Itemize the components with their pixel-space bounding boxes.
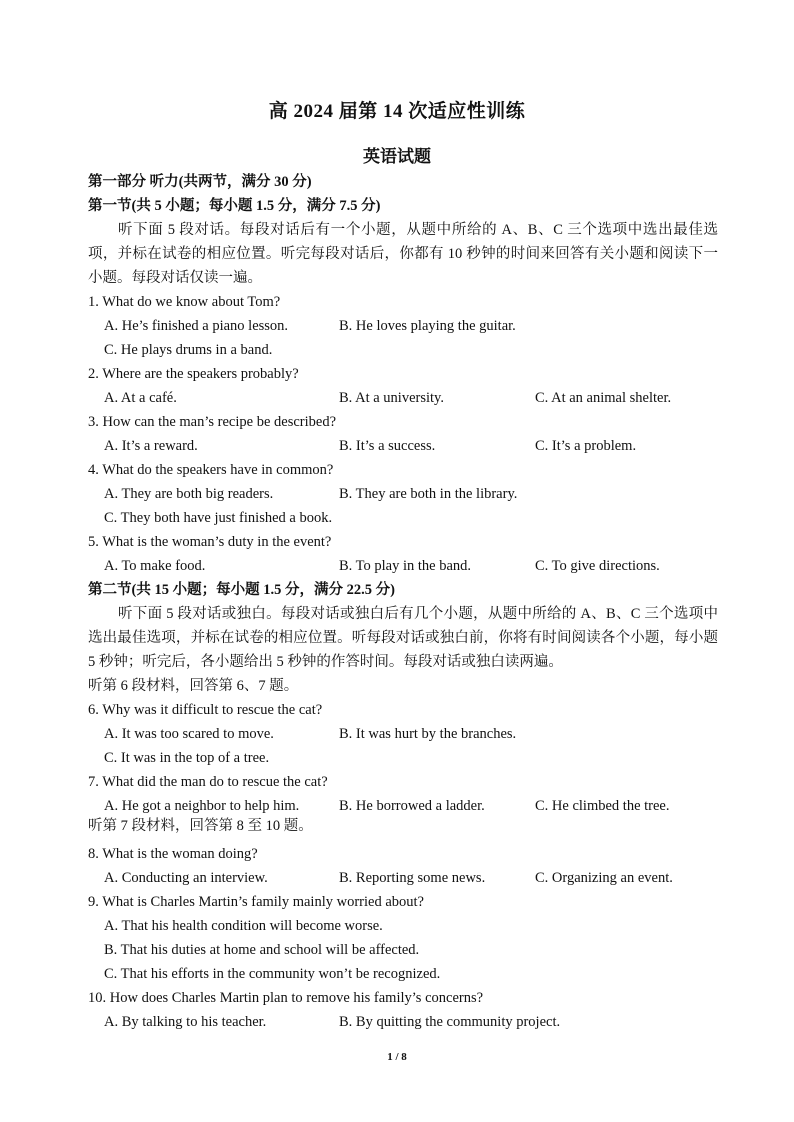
section-heading: 第二节(共 15 小题；每小题 1.5 分，满分 22.5 分) xyxy=(88,582,395,598)
material-note: 听第 6 段材料，回答第 6、7 题。 xyxy=(88,678,299,694)
option-a: A. It was too scared to move. xyxy=(104,726,274,742)
option-a: A. At a café. xyxy=(104,390,177,406)
option-a: A. He’s finished a piano lesson. xyxy=(104,318,289,334)
option-b: B. It’s a success. xyxy=(339,438,436,454)
option-b: B. To play in the band. xyxy=(339,558,472,574)
option-c: C. They both have just finished a book. xyxy=(104,510,333,526)
options-row xyxy=(88,386,718,410)
options-row xyxy=(88,938,718,962)
options-row xyxy=(88,554,718,578)
option-b: B. He borrowed a ladder. xyxy=(339,798,485,814)
part-heading: 第一部分 听力(共两节，满分 30 分) xyxy=(88,174,312,190)
options-row xyxy=(88,482,718,506)
question-text: 7. What did the man do to rescue the cat? xyxy=(88,774,328,790)
question-text: 1. What do we know about Tom? xyxy=(88,294,281,310)
question-text: 10. How does Charles Martin plan to remove his family’s concerns? xyxy=(88,990,484,1006)
option-c: C. That his efforts in the community won’t be recognized. xyxy=(104,966,441,982)
options-row xyxy=(88,962,718,986)
question-text: 6. Why was it difficult to rescue the cat? xyxy=(88,702,323,718)
question-text: 4. What do the speakers have in common? xyxy=(88,462,334,478)
option-a: A. That his health condition will become worse. xyxy=(104,918,383,934)
question-text: 2. Where are the speakers probably? xyxy=(88,366,299,382)
section-instructions: 听下面 5 段对话或独白。每段对话或独白后有几个小题，从题中所给的 A、B、C 三个选项中选出最佳选项，并标在试卷的相应位置。听每段对话或独白前，你将有时间阅读各个小题，每小题 5 秒钟；听完后，各小题给出 5 秒钟的作答时间。每段对话或独白读两遍。 xyxy=(88,606,718,670)
option-b: B. That his duties at home and school will be affected. xyxy=(104,942,420,958)
page-number: 1 / 8 xyxy=(387,1051,407,1063)
option-a: A. To make food. xyxy=(104,558,206,574)
option-c: C. It’s a problem. xyxy=(535,438,637,454)
options-row xyxy=(88,722,718,746)
question-text: 5. What is the woman’s duty in the event? xyxy=(88,534,332,550)
options-row xyxy=(88,506,718,530)
question-text: 9. What is Charles Martin’s family mainly worried about? xyxy=(88,894,424,910)
option-b: B. It was hurt by the branches. xyxy=(339,726,517,742)
option-c: C. To give directions. xyxy=(535,558,660,574)
option-a: A. Conducting an interview. xyxy=(104,870,268,886)
option-c: C. At an animal shelter. xyxy=(535,390,672,406)
question-text: 8. What is the woman doing? xyxy=(88,846,258,862)
option-c: C. It was in the top of a tree. xyxy=(104,750,270,766)
options-row xyxy=(88,914,718,938)
options-row xyxy=(88,746,718,770)
options-row xyxy=(88,1010,718,1034)
options-row xyxy=(88,314,718,338)
option-b: B. By quitting the community project. xyxy=(339,1014,561,1030)
option-a: A. By talking to his teacher. xyxy=(104,1014,267,1030)
option-a: A. He got a neighbor to help him. xyxy=(104,798,300,814)
options-row xyxy=(88,794,718,818)
material-note: 听第 7 段材料，回答第 8 至 10 题。 xyxy=(88,818,313,834)
section-heading: 第一节(共 5 小题；每小题 1.5 分，满分 7.5 分) xyxy=(88,198,381,214)
option-a: A. They are both big readers. xyxy=(104,486,274,502)
exam-title: 高 2024 届第 14 次适应性训练 xyxy=(268,101,526,122)
option-b: B. Reporting some news. xyxy=(339,870,486,886)
option-b: B. He loves playing the guitar. xyxy=(339,318,516,334)
exam-subtitle: 英语试题 xyxy=(363,147,431,166)
options-row xyxy=(88,866,718,890)
exam-content xyxy=(88,170,718,1034)
options-row xyxy=(88,434,718,458)
question-text: 3. How can the man’s recipe be described? xyxy=(88,414,337,430)
option-a: A. It’s a reward. xyxy=(104,438,198,454)
option-c: C. He climbed the tree. xyxy=(535,798,670,814)
options-row xyxy=(88,338,718,362)
section-instructions: 听下面 5 段对话。每段对话后有一个小题，从题中所给的 A、B、C 三个选项中选出最佳选项，并标在试卷的相应位置。听完每段对话后，你都有 10 秒钟的时间来回答有关小题和阅读下一小题。每段对话仅读一遍。 xyxy=(88,222,718,286)
option-b: B. At a university. xyxy=(339,390,444,406)
option-c: C. He plays drums in a band. xyxy=(104,342,273,358)
option-b: B. They are both in the library. xyxy=(339,486,518,502)
option-c: C. Organizing an event. xyxy=(535,870,673,886)
